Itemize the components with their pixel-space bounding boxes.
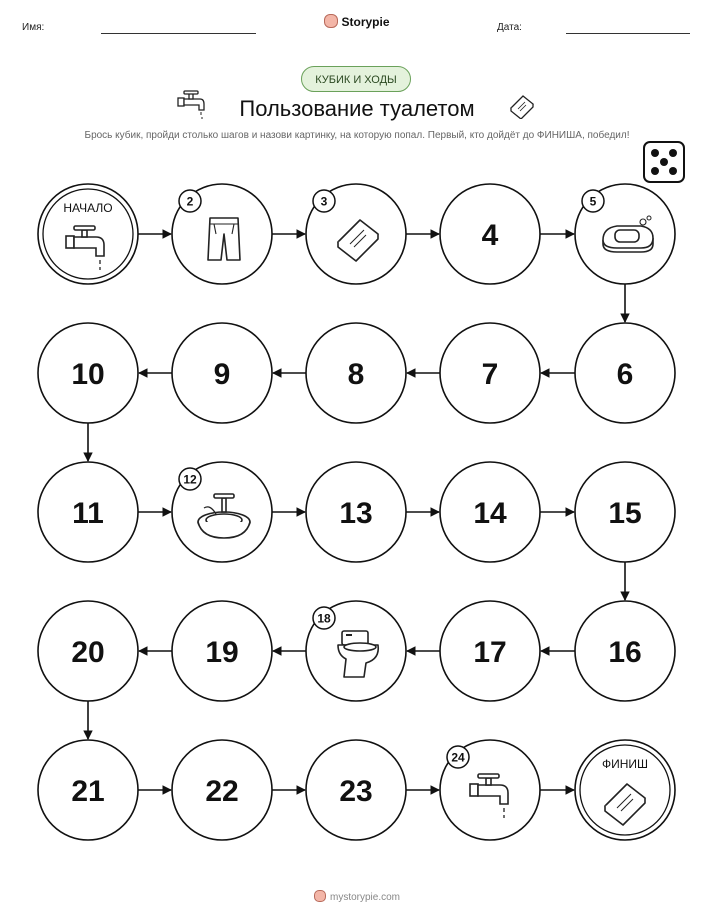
space-number: 14 — [473, 497, 507, 530]
space-number: 8 — [347, 358, 365, 391]
board-space-24 — [440, 740, 540, 840]
space-number: 5 — [589, 194, 597, 209]
pig-logo-icon — [314, 890, 326, 902]
space-number: 20 — [71, 636, 105, 669]
space-number: 9 — [213, 358, 231, 391]
board-space-22 — [172, 740, 272, 840]
board-space-4 — [440, 184, 540, 284]
board-space-2 — [172, 184, 272, 284]
space-number: 10 — [71, 358, 105, 391]
space-number: 6 — [616, 358, 634, 391]
space-circle — [38, 184, 138, 284]
space-number: 4 — [481, 219, 499, 252]
board-space-14 — [440, 462, 540, 562]
space-number: 12 — [183, 472, 197, 487]
board-space-1 — [38, 184, 138, 284]
board-space-6 — [575, 323, 675, 423]
board-space-7 — [440, 323, 540, 423]
board-space-25 — [575, 740, 675, 840]
start-label: НАЧАЛО — [63, 201, 113, 215]
instructions: Брось кубик, пройди столько шагов и назови картинку, на которую попал. Первый, кто дойдёт до ФИНИША, победил! — [84, 130, 630, 141]
board-space-11 — [38, 462, 138, 562]
board-space-10 — [38, 323, 138, 423]
space-number: 24 — [451, 750, 465, 765]
space-number: 21 — [71, 775, 105, 808]
logo-text: Storypie — [341, 15, 390, 29]
board-space-15 — [575, 462, 675, 562]
board-space-5 — [575, 184, 675, 284]
board-space-13 — [306, 462, 406, 562]
space-number: 11 — [72, 497, 104, 530]
space-number: 16 — [608, 636, 642, 669]
board-space-23 — [306, 740, 406, 840]
board-space-19 — [172, 601, 272, 701]
board-space-9 — [172, 323, 272, 423]
board-space-20 — [38, 601, 138, 701]
space-number: 7 — [481, 358, 499, 391]
space-number: 17 — [473, 636, 507, 669]
board-space-21 — [38, 740, 138, 840]
game-type-badge: КУБИК И ХОДЫ — [301, 66, 411, 92]
name-label: Имя: — [22, 22, 45, 33]
board-space-16 — [575, 601, 675, 701]
space-number: 13 — [339, 497, 373, 530]
space-number: 18 — [317, 611, 331, 626]
space-number: 15 — [608, 497, 642, 530]
space-number: 19 — [205, 636, 239, 669]
space-number: 3 — [320, 194, 328, 209]
board-space-17 — [440, 601, 540, 701]
page-title: Пользование туалетом — [239, 96, 475, 121]
board-space-18 — [306, 601, 406, 701]
board-space-3 — [306, 184, 406, 284]
space-number: 23 — [339, 775, 373, 808]
footer-brand — [0, 890, 714, 903]
date-label: Дата: — [497, 22, 522, 33]
space-number: 22 — [205, 775, 239, 808]
board-space-8 — [306, 323, 406, 423]
finish-label: ФИНИШ — [601, 757, 649, 771]
footer-url: mystorypie.com — [329, 892, 400, 903]
board-space-12 — [172, 462, 272, 562]
space-number: 2 — [186, 194, 194, 209]
